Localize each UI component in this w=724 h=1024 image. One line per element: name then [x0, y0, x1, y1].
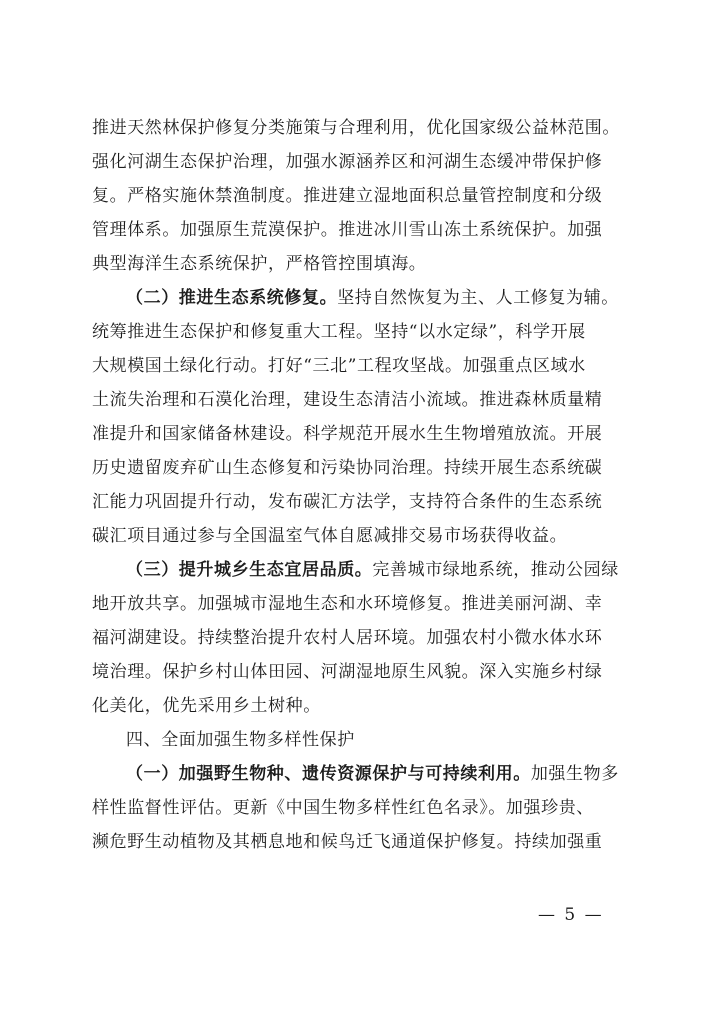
- text-line: 大规模国土绿化行动。打好“三北”工程攻坚战。加强重点区域水: [92, 356, 586, 376]
- text-run: 完善城市绿地系统，推动公园绿: [372, 560, 619, 580]
- text-line: 土流失治理和石漠化治理，建设生态清洁小流域。推进森林质量精: [92, 390, 603, 410]
- section-heading-2: （二）推进生态系统修复。: [126, 288, 338, 308]
- text-line: 复。严格实施休禁渔制度。推进建立湿地面积总量管控制度和分级: [92, 186, 603, 206]
- text-line: 境治理。保护乡村山体田园、河湖湿地原生风貌。深入实施乡村绿: [92, 662, 603, 682]
- text-line: 碳汇项目通过参与全国温室气体自愿减排交易市场获得收益。: [92, 526, 568, 546]
- text-run: 加强生物多: [530, 764, 619, 784]
- text-line: 福河湖建设。持续整治提升农村人居环境。加强农村小微水体水环: [92, 628, 603, 648]
- text-line: 历史遗留废弃矿山生态修复和污染协同治理。持续开展生态系统碳: [92, 458, 603, 478]
- text-line: 汇能力巩固提升行动，发布碳汇方法学，支持符合条件的生态系统: [92, 492, 603, 512]
- section-heading-3: （三）提升城乡生态宜居品质。: [126, 560, 373, 580]
- chapter-heading-4: 四、全面加强生物多样性保护: [126, 730, 355, 750]
- text-line: 濒危野生动植物及其栖息地和候鸟迁飞通道保护修复。持续加强重: [92, 832, 603, 852]
- subsection-heading-1: （一）加强野生物种、遗传资源保护与可持续利用。: [126, 764, 531, 784]
- text-line: 管理体系。加强原生荒漠保护。推进冰川雪山冻土系统保护。加强: [92, 220, 603, 240]
- text-line: 推进天然林保护修复分类施策与合理利用，优化国家级公益林范围。: [92, 118, 620, 138]
- text-run: 坚持自然恢复为主、人工修复为辅。: [337, 288, 619, 308]
- text-line: 准提升和国家储备林建设。科学规范开展水生生物增殖放流。开展: [92, 424, 603, 444]
- text-line: 地开放共享。加强城市湿地生态和水环境修复。推进美丽河湖、幸: [92, 594, 603, 614]
- text-line: 统筹推进生态保护和修复重大工程。坚持“以水定绿”，科学开展: [92, 322, 586, 342]
- paragraph-start-line: [92, 757, 632, 791]
- body-text: [92, 111, 632, 859]
- paragraph-start-line: [92, 281, 632, 315]
- text-line: 样性监督性评估。更新《中国生物多样性红色名录》。加强珍贵、: [92, 798, 594, 818]
- paragraph-start-line: [92, 553, 632, 587]
- page-number: — 5 —: [538, 905, 604, 925]
- text-line: 化美化，优先采用乡土树种。: [92, 696, 321, 716]
- text-line: 强化河湖生态保护治理，加强水源涵养区和河湖生态缓冲带保护修: [92, 152, 603, 172]
- text-line: 典型海洋生态系统保护，严格管控围填海。: [92, 254, 427, 274]
